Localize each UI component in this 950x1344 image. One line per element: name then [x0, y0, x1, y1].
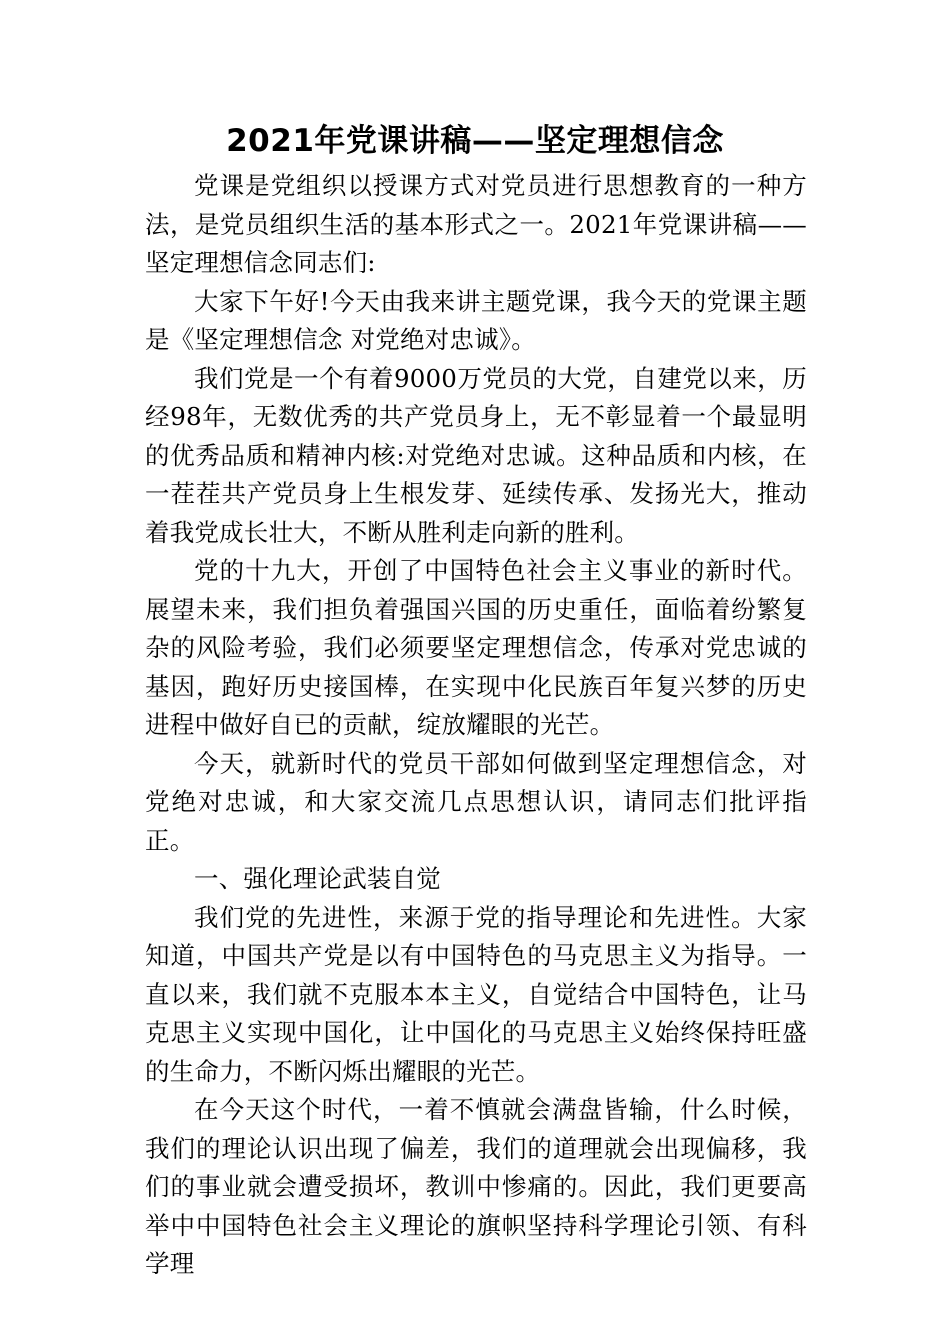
document-body [145, 167, 807, 1284]
paragraph-today: 今天，就新时代的党员干部如何做到坚定理想信念，对党绝对忠诚，和大家交流几点思想认识，请同志们批评指正。 [145, 748, 807, 855]
paragraph-theory: 我们党的先进性，来源于党的指导理论和先进性。大家知道，中国共产党是以有中国特色的马克思主义为指导。一直以来，我们就不克服本本主义，自觉结合中国特色，让马克思主义实现中国化，让中国化的马克思主义始终保持旺盛的生命力，不断闪烁出耀眼的光芒。 [145, 902, 807, 1086]
document-title: 2021年党课讲稿——坚定理想信念 [226, 123, 724, 159]
paragraph-intro: 党课是党组织以授课方式对党员进行思想教育的一种方法，是党员组织生活的基本形式之一。2021年党课讲稿——坚定理想信念同志们: [145, 171, 807, 277]
section-heading-1: 一、强化理论武装自觉 [194, 864, 441, 893]
paragraph-era: 在今天这个时代，一着不慎就会满盘皆输，什么时候，我们的理论认识出现了偏差，我们的道理就会出现偏移，我们的事业就会遭受损坏，教训中惨痛的。因此，我们更要高举中中国特色社会主义理论的旗帜坚持科学理论引领、有科学理 [145, 1095, 807, 1278]
paragraph-party-history: 我们党是一个有着9000万党员的大党，自建党以来，历经98年，无数优秀的共产党员身上，无不彰显着一个最显明的优秀品质和精神内核:对党绝对忠诚。这种品质和内核，在一茬茬共产党员身上生根发芽、延续传承、发扬光大，推动着我党成长壮大，不断从胜利走向新的胜利。 [145, 363, 807, 547]
paragraph-new-era: 党的十九大，开创了中国特色社会主义事业的新时代。展望未来，我们担负着强国兴国的历史重任，面临着纷繁复杂的风险考验，我们必须要坚定理想信念，传承对党忠诚的基因，跑好历史接国棒，在实现中化民族百年复兴梦的历史进程中做好自已的贡献，绽放耀眼的光芒。 [145, 556, 807, 739]
paragraph-greeting: 大家下午好!今天由我来讲主题党课，我今天的党课主题是《坚定理想信念 对党绝对忠诚》。 [145, 286, 807, 354]
